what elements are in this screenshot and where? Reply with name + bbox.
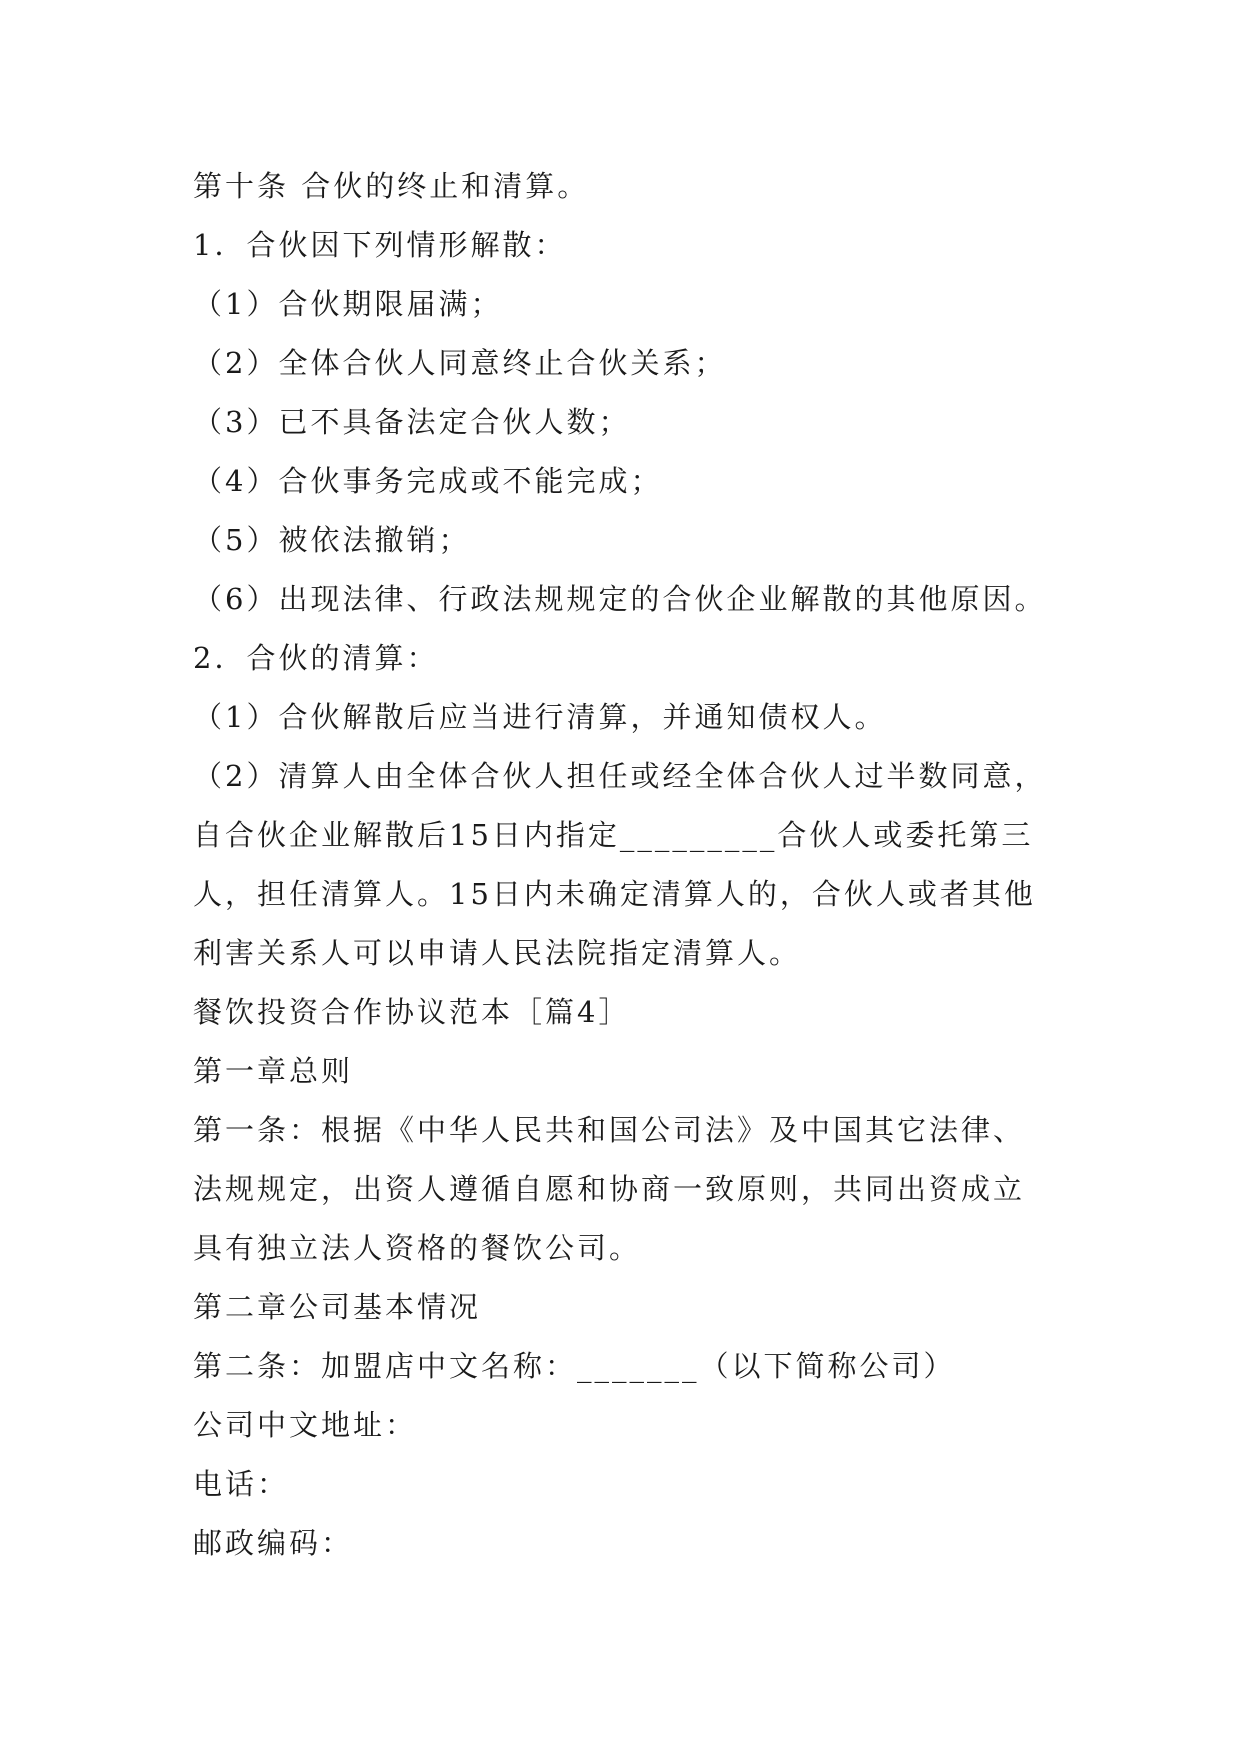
section-title: 餐饮投资合作协议范本［篇4］ [193,995,631,1029]
chapter-2-heading: 第二章公司基本情况 [193,1290,482,1324]
dissolution-item-3: （3）已不具备法定合伙人数； [193,405,631,439]
article-1-text: 第一条：根据《中华人民共和国公司法》及中国其它法律、 [193,1113,1026,1147]
liquidation-clause: 2．合伙的清算： [193,641,439,675]
document-body [193,157,1093,1573]
dissolution-item-6: （6）出现法律、行政法规规定的合伙企业解散的其他原因。 [193,582,1047,616]
liquidation-item-2-cont-1: 自合伙企业解散后15日内指定_________合伙人或委托第三 [193,818,1034,852]
liquidation-item-2-cont-2: 人，担任清算人。15日内未确定清算人的，合伙人或者其他 [193,877,1036,911]
liquidation-item-2-cont-3: 利害关系人可以申请人民法院指定清算人。 [193,936,802,970]
chapter-1-heading: 第一章总则 [193,1054,354,1088]
article-1-text-cont-2: 具有独立法人资格的餐饮公司。 [193,1231,642,1265]
company-address-label: 公司中文地址： [193,1408,418,1442]
postal-code-label: 邮政编码： [193,1526,354,1560]
article-10-heading: 第十条 合伙的终止和清算。 [193,169,590,203]
liquidation-item-1: （1）合伙解散后应当进行清算，并通知债权人。 [193,700,887,734]
dissolution-item-5: （5）被依法撤销； [193,523,471,557]
article-1-text-cont-1: 法规规定，出资人遵循自愿和协商一致原则，共同出资成立 [193,1172,1026,1206]
dissolution-item-4: （4）合伙事务完成或不能完成； [193,464,663,498]
dissolution-item-2: （2）全体合伙人同意终止合伙关系； [193,346,727,380]
liquidation-item-2: （2）清算人由全体合伙人担任或经全体合伙人过半数同意， [193,759,1047,793]
dissolution-clause: 1．合伙因下列情形解散： [193,228,567,262]
article-2-text: 第二条：加盟店中文名称：_______（以下简称公司） [193,1349,956,1383]
phone-label: 电话： [193,1467,290,1501]
dissolution-item-1: （1）合伙期限届满； [193,287,503,321]
